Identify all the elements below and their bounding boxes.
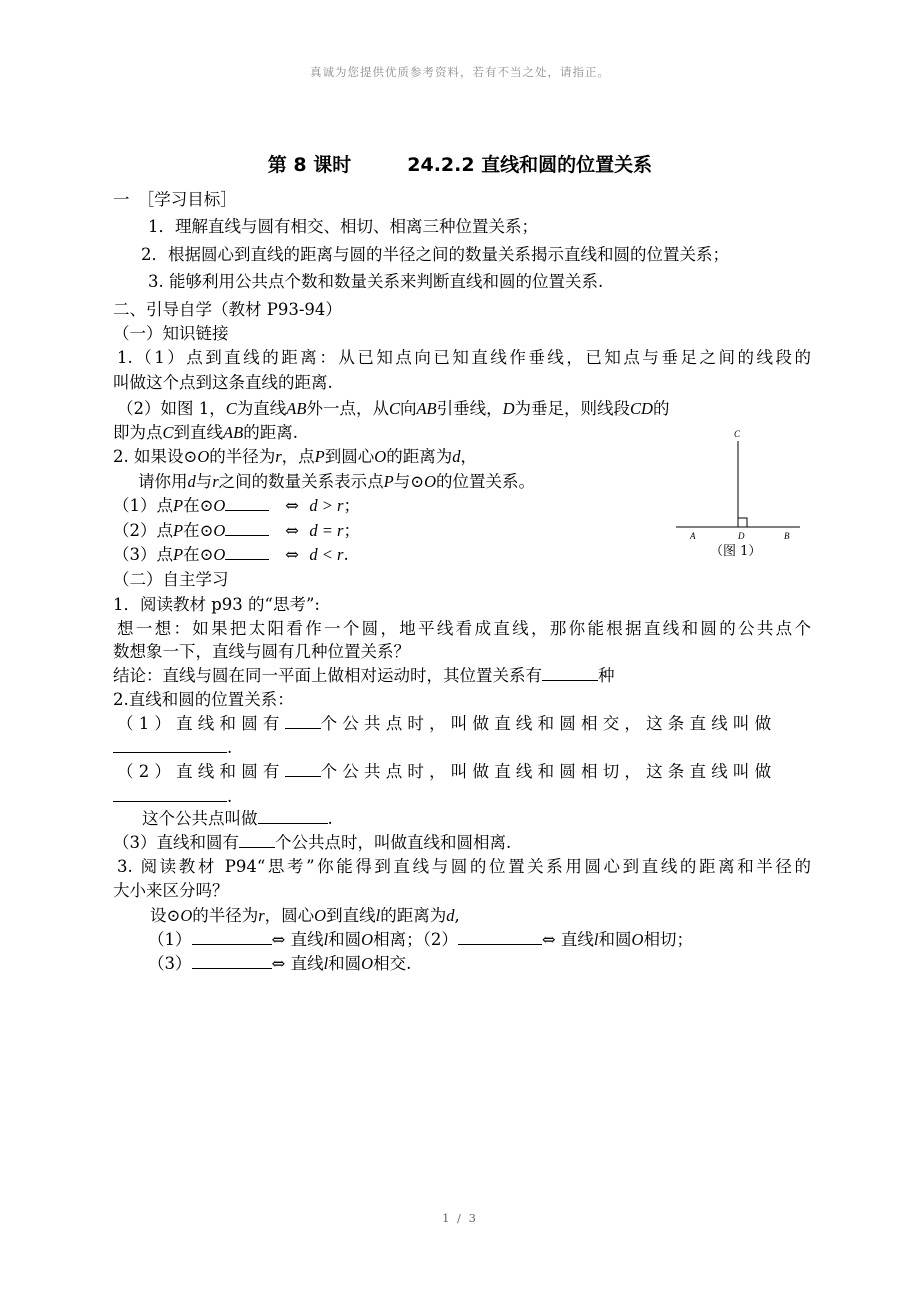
- fill-blank[interactable]: [225, 519, 269, 536]
- answer-row: （1） ⇔ 直线l和圆O相离；（2） ⇔ 直线l和圆O相切；: [148, 930, 693, 949]
- question-2: 2.直线和圆的位置关系：: [113, 690, 294, 709]
- paragraph-fig-ref: （2）如图 1，C为直线AB外一点，从C向AB引垂线，D为垂足，则线段CD的: [117, 399, 670, 418]
- knowledge-link-heading: （一）知识链接: [113, 324, 229, 343]
- figure-1-perpendicular: [672, 425, 802, 565]
- page-title: [0, 150, 920, 177]
- relation-item: （2）直线和圆有 个公共点时，叫做直线和圆相切，这条直线叫做: [117, 762, 777, 781]
- paragraph: 想一想：如果把太阳看作一个圆，地平线看成直线，那你能根据直线和圆的公共点个: [117, 619, 811, 638]
- relation-item: （3）直线和圆有 个公共点时，叫做直线和圆相离.: [113, 833, 512, 852]
- goal-item: 3. 能够利用公共点个数和数量关系来判断直线和圆的位置关系.: [148, 272, 604, 291]
- point-c-label: C: [734, 429, 741, 439]
- paragraph: 即为点C到直线AB的距离.: [113, 423, 298, 442]
- question-3: 3. 阅读教材 P94“思考”你能得到直线与圆的位置关系用圆心到直线的距离和半径的: [117, 857, 811, 876]
- fill-blank[interactable]: [192, 952, 272, 969]
- relation-row: （2）点P在⊙O ⇔ d = r；: [113, 521, 360, 540]
- fill-blank[interactable]: [192, 928, 272, 945]
- point-a-label: A: [690, 531, 696, 541]
- fill-blank[interactable]: [285, 712, 321, 729]
- goal-item: 2．根据圆心到直线的距离与圆的半径之间的数量关系揭示直线和圆的位置关系；: [141, 245, 729, 264]
- relation-row: （1）点P在⊙O ⇔ d > r；: [113, 496, 360, 515]
- paragraph: 叫做这个点到这条直线的距离.: [113, 373, 333, 392]
- fill-blank[interactable]: [285, 760, 321, 777]
- guide-heading: 二、引导自学（教材 P93-94）: [113, 300, 342, 319]
- lesson-number: 第 8 课时: [267, 154, 352, 176]
- header-note: 真诚为您提供优质参考资料，若有不当之处，请指正。: [310, 65, 610, 79]
- point-b-label: B: [784, 531, 790, 541]
- fill-blank[interactable]: [458, 928, 542, 945]
- relation-row: （3）点P在⊙O ⇔ d < r.: [113, 545, 349, 564]
- self-study-heading: （二）自主学习: [113, 570, 229, 589]
- setup-sentence: 设⊙O的半径为r，圆心O到直线l的距离为d,: [150, 906, 460, 925]
- paragraph: 请你用d与r之间的数量关系表示点P与⊙O的位置关系。: [138, 472, 536, 491]
- point-d-label: D: [738, 531, 745, 541]
- fill-blank[interactable]: [113, 785, 227, 802]
- relation-item: （1）直线和圆有 个公共点时，叫做直线和圆相交，这条直线叫做: [117, 714, 777, 733]
- paragraph: 数想象一下，直线与圆有几种位置关系？: [113, 642, 410, 661]
- paragraph: 2. 如果设⊙O的半径为r，点P到圆心O的距离为d，: [113, 447, 477, 466]
- fill-blank[interactable]: [225, 543, 269, 560]
- fill-blank[interactable]: [113, 736, 227, 753]
- tangent-point: 这个公共点叫做 .: [142, 809, 333, 828]
- goals-heading: 一 ［学习目标］: [113, 190, 237, 209]
- paragraph: 1.（1）点到直线的距离：从已知点向已知直线作垂线，已知点与垂足之间的线段的: [117, 348, 811, 367]
- lesson-topic: 24.2.2 直线和圆的位置关系: [407, 154, 653, 176]
- relation-item-cont: .: [113, 736, 232, 760]
- conclusion: 结论：直线与圆在同一平面上做相对运动时，其位置关系有 种: [113, 666, 615, 685]
- fill-blank[interactable]: [542, 664, 598, 681]
- fill-blank[interactable]: [258, 807, 328, 824]
- fill-blank[interactable]: [239, 831, 275, 848]
- relation-item-cont: .: [113, 785, 232, 809]
- question-1: 1．阅读教材 p93 的“思考”:: [113, 595, 320, 614]
- figure-caption: （图 1）: [710, 544, 762, 559]
- fill-blank[interactable]: [225, 494, 269, 511]
- goal-item: 1．理解直线与圆有相交、相切、相离三种位置关系；: [148, 217, 538, 236]
- answer-row: （3） ⇔ 直线l和圆O相交.: [148, 954, 412, 973]
- page-number: 1 / 3: [442, 1211, 478, 1225]
- right-angle-mark: [738, 518, 747, 527]
- paragraph: 大小来区分吗？: [113, 881, 229, 900]
